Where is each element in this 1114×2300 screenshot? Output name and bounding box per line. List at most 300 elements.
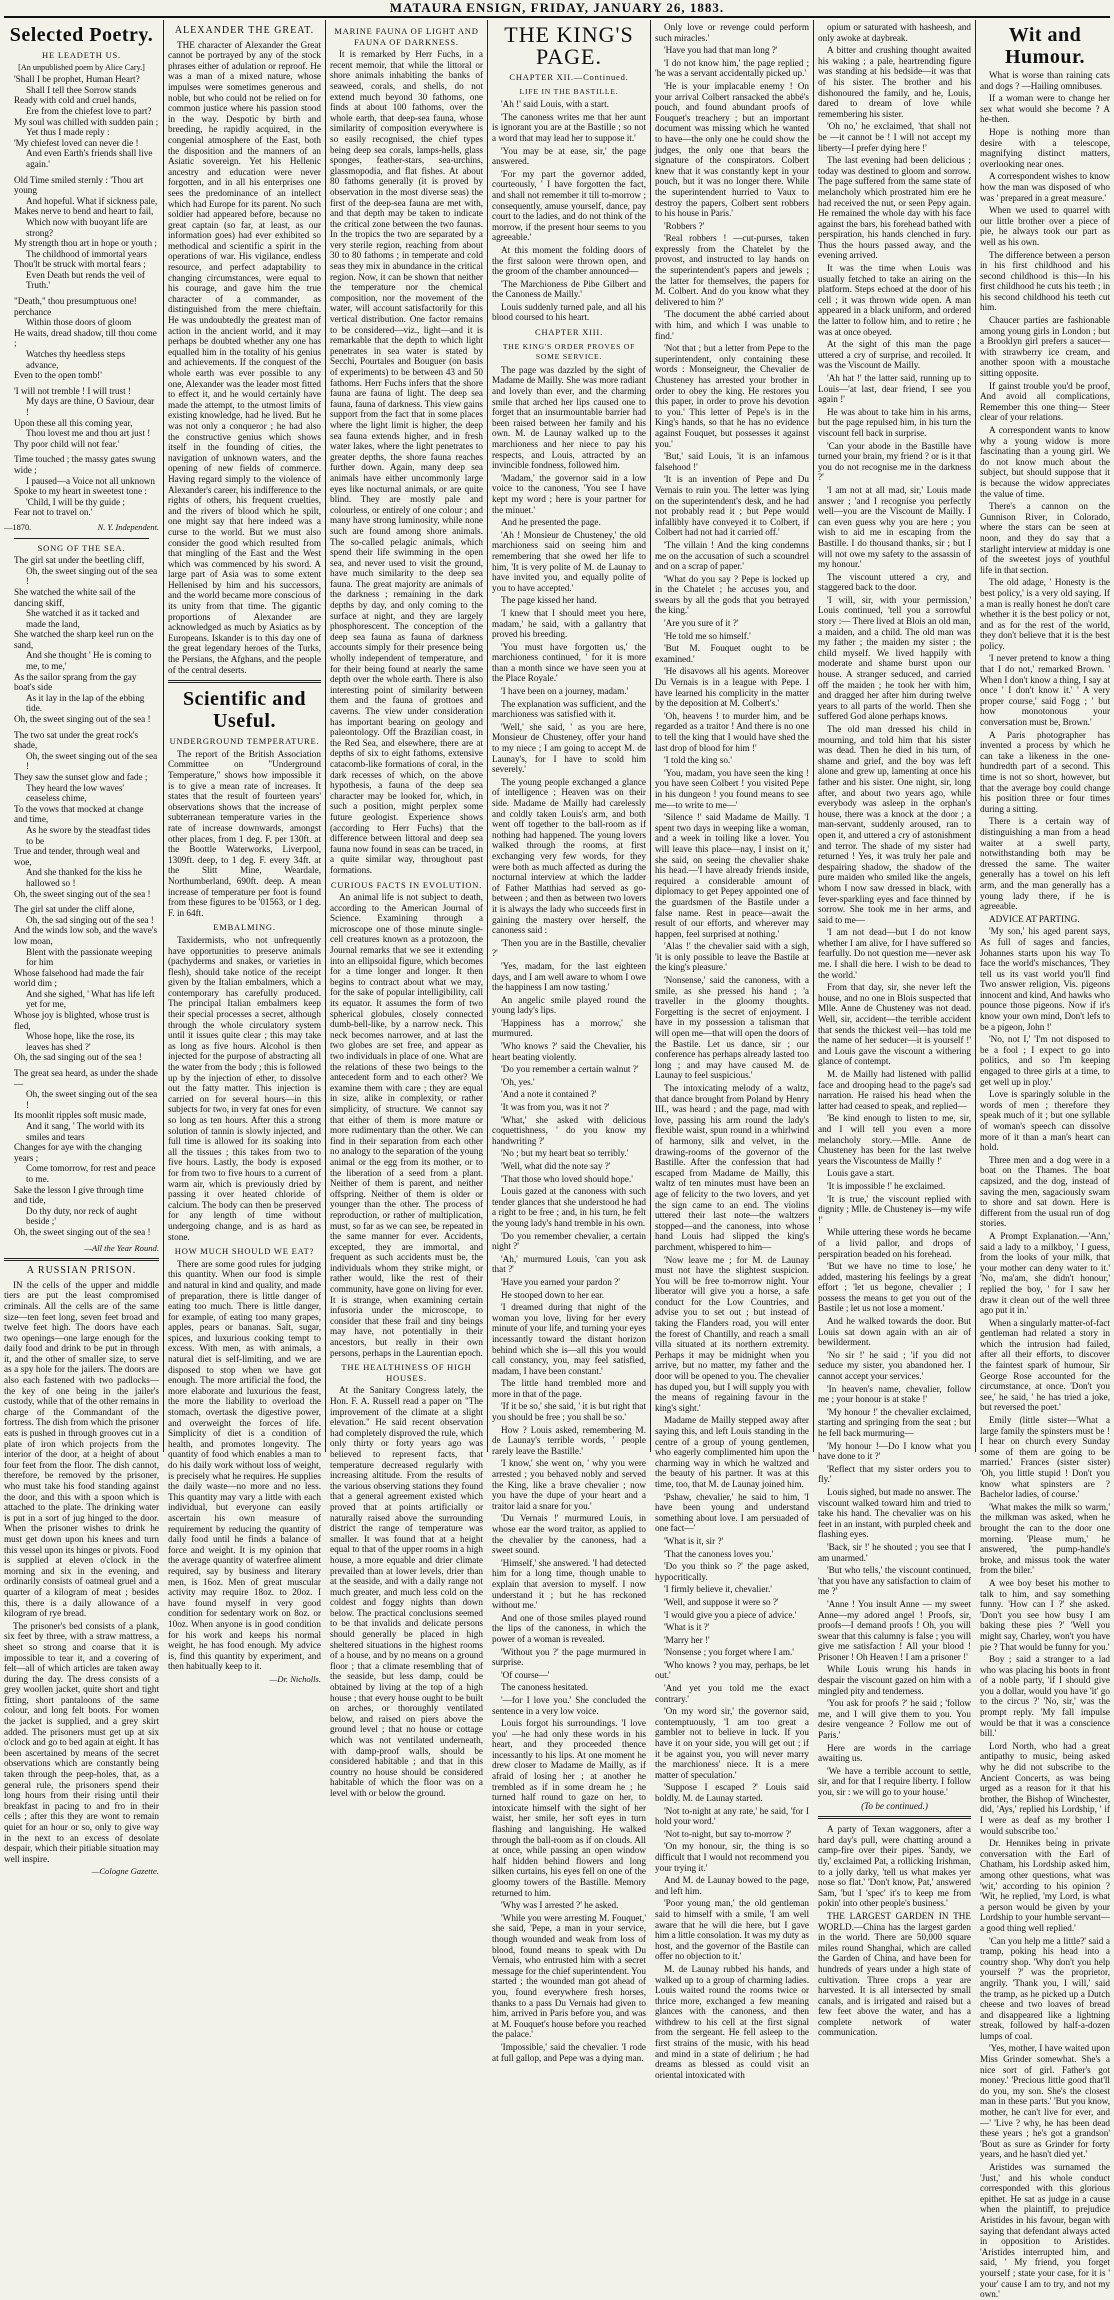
- paragraph: 'What,' she asked with delicious coquettishness, ' do you know my handwriting ?': [492, 1114, 646, 1146]
- verse-line: I paused—a Voice not all unknown: [26, 475, 156, 486]
- verse-line: Ready with cold and cruel hands,: [14, 95, 137, 106]
- paragraph: 'That those who loved should hope.': [501, 1173, 633, 1184]
- paragraph: 'Himself,' she answered. 'I had detected him for a long time, though unable to explain that aversion to myself. I now understand it ; but he has reckoned without me.': [492, 1557, 646, 1611]
- verse-line: Blent with the passionate weeping for him: [26, 946, 153, 968]
- verse-line: Oh, the sweet singing out of the sea !: [26, 750, 158, 772]
- column-2: [168, 22, 321, 1684]
- paragraph: 'And yet you told me the exact contrary.': [655, 1683, 809, 1704]
- paragraph: M. de Launay rubbed his hands, and walked up to a group of charming ladies. Louis waited round the rooms twice or thrice more, exchanged a few meaning glances with the canoness, and then withdrew to his cell at the first signal from the sergeant. He fell asleep to the first strains of the music, with his head and mind in a state of delirium ; he had dreams as blessed as could visit an oriental intoxicated with: [655, 1963, 809, 2080]
- paragraph: 'Well, and suppose it were so ?': [664, 1596, 779, 1607]
- verse-line: Changes for aye with the changing years ;: [14, 1142, 142, 1163]
- paragraph: The report of the British Association Committee on "Underground Temperature," shows how impossible it is to give a mean rate of increases. It states that the result of fourteen years' observations shows that the increase of subterranean temperature varies in the rate of increase downwards, amongst other places, from 1 deg. F. per 130ft. at the Boottle Waterworks, Liverpool, 1309ft. deep, to 1 deg. F. every 34ft. at the Slitt Mine, Weardale, Northumberland, 690ft. deep. A mean increase of temperature per foot is found from these figures to be '01563, or 1 deg. F. in 64ft.: [168, 748, 321, 918]
- paragraph: 'I would give you a piece of advice.': [664, 1609, 797, 1620]
- paragraph: 'What do you say ? Pepe is locked up in the Chatelet ; he accuses you, and swears by all the gods that you betrayed the king.': [655, 573, 809, 616]
- paragraph: 'That the canoness loves you.': [664, 1548, 774, 1559]
- paragraph: 'Reflect that my sister orders you to fly.': [818, 1463, 971, 1485]
- column-4: [492, 22, 646, 2063]
- paragraph: An angelic smile played round the young lady's lips.: [492, 994, 646, 1016]
- paragraph: 'We have a terrible account to settle, sir, and for that I require liberty. I follow you, sir : we will go to your house.': [818, 1765, 971, 1797]
- paragraph: 'Poor young man,' the old gentleman said to himself with a smile, 'I am well aware that he will die here, but I gave him a little consolation. It was my duty as host, and the governor of the Bastile can offer no objection to it.': [655, 1898, 809, 1962]
- verse-line: 'Shall I be prophet, Human Heart?: [14, 74, 140, 85]
- paragraph: 'Have you had that man long ?': [664, 45, 778, 56]
- story-body: [492, 365, 646, 2063]
- paragraph: 'Nonsense ; you forget where I am.': [664, 1647, 794, 1658]
- paragraph: Emily (little sister—'What a large family the spinsters must be ! I hear on church every Sunday some of them are going to be married.' Frances (sister sister) 'Oh, you little stupid ! Don't you know what spinsters are ? Bachelor ladies, of course.': [980, 1415, 1110, 1500]
- column-rule: [813, 20, 814, 1452]
- paragraph: He was about to take him in his arms, but the page repulsed him, in his turn the viscount fell back in surprise.: [818, 406, 971, 438]
- paragraph: 'But,' said Louis, 'it is an infamous falsehood !': [655, 451, 809, 472]
- paragraph: 'If it be so,' she said, ' it is but right that you should be free ; you shall be so.': [492, 1401, 646, 1423]
- verse-line: 'I will not tremble ! I will trust !: [14, 385, 131, 396]
- paragraph: 'While you were arresting M. Fouquet,' she said, 'Pepe, a man in your service, though wounded and weak from loss of blood, found means to speak with Du Vernais, who entrusted him with a secret message for the chief superintendent. You started ; the wounded man got ahead of you, found everywhere fresh horses, thanks to a pass Du Vernais had given to him, arrived in Paris before you, and was at M. Fouquet's house before you reached the palace.': [492, 1912, 646, 2040]
- divider: [168, 680, 321, 683]
- paragraph: 'Du Vernais !' murmured Louis, in whose ear the word traitor, as applied to the chevalier by the canoness, had a sweet sound.: [492, 1513, 646, 1556]
- verse-line: Upon these all this coming year,: [14, 417, 133, 428]
- paragraph: 'It is true,' the viscount replied with dignity ; Mlle. de Chusteney is—my wife !': [818, 1193, 971, 1225]
- verse-line: Oh, the sweet singing out of the sea !: [14, 888, 151, 899]
- paragraph: When a singularly matter-of-fact gentleman had related a story in which the intrusion had failed, after all their efforts, to discover the faintest spark of humour, Sir George Rose accounted for the circumstance, at once. 'Don't you see,' he said, ' he has tried a joke, but reversed the poet.': [980, 1317, 1110, 1413]
- article-body: [4, 1280, 159, 1865]
- paragraph: 'Who knows ? you may, perhaps, be let out.': [655, 1659, 809, 1681]
- paragraph: At the sight of this man the page uttered a cry of surprise, and recoiled. It was the Viscount de Mailly.: [818, 339, 971, 371]
- paragraph: 'Marry her !': [664, 1634, 710, 1645]
- paragraph: '—for I love you.' She concluded the sentence in a very low voice.: [492, 1694, 646, 1716]
- article-source: —Cologne Gazette.: [91, 1866, 159, 1877]
- column-7: [980, 22, 1110, 2300]
- paragraph: 'I have been on a journey, madam.': [501, 686, 629, 697]
- stanza: [4, 904, 159, 1063]
- poem-body: [4, 74, 159, 518]
- verse-line: Makes nerve to bend and heart to fail,: [14, 206, 154, 217]
- verse-line: And the winds low sob, and the wave's low moan,: [14, 925, 158, 946]
- subhead: THE KING'S ORDER PROVES OF SOME SERVICE.: [502, 341, 636, 362]
- paragraph: opium or saturated with hasheesh, and only awoke at daybreak.: [818, 22, 971, 43]
- paragraph: 'Can your abode in the Bastille have turned your brain, my friend ? or is it that you do not recognise me in the darkness ?': [818, 440, 971, 483]
- paragraph: 'The document the abbé carried about with him, and which I was unable to find.': [655, 309, 809, 341]
- poem-title: SONG OF THE SEA.: [37, 542, 126, 553]
- stanza: [4, 175, 159, 292]
- paragraph: The old adage, ' Honesty is the best policy,' is a very old saying. If a man is really honest he don't care whether it is the best policy or not, and as for the rest of the world, they don't believe that it is the best policy.: [980, 577, 1110, 651]
- paragraph: The canoness hesitated.: [501, 1682, 588, 1693]
- paragraph: The page kissed her hand.: [501, 595, 597, 606]
- paragraph: 'On my word sir,' the governor said, contemptuously, 'I am too great a gambler not to believe in luck. If you have it on your side, you will get out ; if it be against you, you will never marry the marchioness' niece. It is a mere matter of speculation.': [655, 1706, 809, 1780]
- paragraph: 'Ah ! Monsieur de Chusteney,' the old marchioness said on seeing him and remembering that she owed her life to him, 'It is very polite of M. de Launay to have invited you, and equally polite of you to have accepted.': [492, 529, 646, 593]
- subhead: UNDERGROUND TEMPERATURE.: [169, 736, 320, 747]
- verse-line: "Death," thou presumptuous one! perchance: [14, 296, 137, 317]
- divider: [14, 538, 149, 539]
- paragraph: 'Do you remember chevalier, a certain night ?': [492, 1230, 646, 1252]
- paragraph: 'Robbers ?': [664, 220, 705, 231]
- paragraph: 'Impossible,' said the chevalier. 'I rode at full gallop, and Pepe was a dying man.: [492, 2041, 646, 2063]
- verse-line: My days are thine, O Saviour, dear !: [26, 396, 155, 417]
- verse-line: Thou lovest me and thou art just !: [26, 428, 151, 439]
- column-rule: [650, 20, 651, 1452]
- paragraph: Louis suddenly turned pale, and all his blood coursed to his heart.: [492, 301, 646, 323]
- paragraph: 'You, madam, you have seen the king ! you have seen Colbert ! you visited Pepe in his dungeon ! you found means to see me—to write to me—': [655, 767, 809, 810]
- paragraph: IN the cells of the upper and middle tiers are put the least compromised criminals. All the cells are of the same size—ten feet long, seven feet broad and twelve feet high. The doors have each two openings—one large enough for the daily food and drink to be put in through it, and the other of smaller size, to serve as a spy hole for the jailers. The doors are also each fastened with two padlocks—the key of one being in the jailer's custody, while that of the other remains in charge of the Commandant of the fortress. The dish from which the prisoner eats is pushed in through grooves cut in a plate of iron which projects from the interior of the door, at a height of about four feet from the floor. The dish cannot, therefore, be removed by the prisoner, who must take his food standing against the door, and this with a spoon which is attached to the plate. The drinking water is put in a sort of jug hinged to the door. When the prisoner wishes to drink he must get down upon his knees and turn this vessel upon its hinges or pivots. Food is supplied at eleven o'clock in the morning and six in the evening, and ordinarily consists of oatmeal gruel and a quarter of a kilogram of meat ; besides this, there is a daily allowance of a kilogram of rye bread.: [4, 1279, 159, 1619]
- paragraph: 'No, not I,' 'I'm not disposed to be a fool ; I expect to go into politics, and so I'm keeping engaged to three girls at a time, to get well up in ploy.': [980, 1034, 1110, 1087]
- paragraph: 'Then you are in the Bastille, chevalier ?': [492, 937, 646, 959]
- paragraph: Boy ; said a stranger to a lad who was placing his boots in front of a noble party, 'if I should give you a dollar, would you have 'it' go to the circus ?' 'No, sir,' was the prompt reply. 'My fall impulse would be that it was a conscience bill.': [980, 1654, 1110, 1739]
- paragraph: If a woman were to change her sex what would she become ? A he-then.: [980, 93, 1110, 125]
- paragraph: Lord North, who had a great antipathy to music, being asked why he did not subscribe to the Ancient Concerts, as was being urged as a reason for it that his brother, the Bishop of Winchester, did, 'Ays,' replied his Lordship, ' if I were as deaf as my brother I would subscribe too.': [980, 1740, 1110, 1836]
- paragraph: At the Sanitary Congress lately, the Hon. F. A. Russell read a paper on "The improvement of the climate at a slight elevation." He said recent observation had completely disproved the rule, which only thirty or forty years ago was believed to represent facts, that temperature decreased regularly with increasing altitude. From the results of the various observing stations they found that a general agreement existed which proved that at points artificially or naturally raised above the surrounding district the range of temperature was smaller. It was found that at a height equal to that of the upper rooms in a high house, a more equable and drier climate prevailed than at lower levels, drier than at the seaside, and with a daily range not much greater, and much less cold on the coldest and foggy nights than down below. The practical conclusions seemed to be that invalids and delicate persons should generally be placed in high sheltered situations in the highest rooms of a house, and by no means on a ground floor ; that a climate resembling that of the seaside, but less damp, could be obtained by living at the top of a high house ; that every house ought to be built on arches, or thoroughly ventilated below, and raised on piers above the ground level ; that no house or cottage which was not ventilated underneath, with damp-proof walls, should be considered habitable ; and that in this country no house should be considered habitable of which the floor was on a level with or below the ground.: [330, 1385, 483, 1798]
- paragraph: Dr. Hennikes being in private conversation with the Earl of Chatham, his Lordship asked him, among other questions, what was 'wit,' according to his opinion ? 'Wit, he replied, 'my Lord, is what a person would be given by your Lordship to your humble servant—a good thing well replied.': [980, 1838, 1110, 1933]
- paragraph: 'I knew that I should meet you here, madam,' he said, with a gallantry that proved his breeding.: [492, 607, 646, 640]
- paragraph: A bitter and crushing thought awaited his waking ; a pale, heartrending figure was standing at his bedside—it was that of his sister. The brother and his dishonoured the family, and he, Louis, dared to dream of love while remembering his sister.: [818, 45, 971, 119]
- verse-line: Time touched ; the massy gates swung wide ;: [14, 454, 156, 475]
- subhead: EMBALMING.: [213, 922, 276, 933]
- subhead: HOW MUCH SHOULD WE EAT?: [174, 1246, 315, 1257]
- paragraph: Love is sparingly soluble in the words of men ; therefore they speak much of it ; but one syllable of woman's speech can dissolve more of it than a man's heart can hold.: [980, 1089, 1110, 1153]
- verse-line: Spoke to my heart in sweetest tone :: [14, 486, 147, 497]
- masthead-rule: [4, 16, 1110, 18]
- paragraph: 'The villain ! And the king condemns me on the accusation of such a scoundrel and on a scrap of paper.': [655, 539, 809, 572]
- paragraph: A correspondent wishes to know how the man was disposed of who was ' prepared in a great measure.': [980, 171, 1110, 203]
- paragraph: At this moment the folding doors of the first saloon were thrown open, and the groom of the chamber announced—: [492, 244, 646, 277]
- paragraph: 'Not to-night, but say to-morrow ?': [664, 1828, 792, 1839]
- verse-line: She watched the white sail of the dancing skiff,: [14, 586, 136, 608]
- stanza: [4, 555, 159, 725]
- paragraph: 'It is an invention of Pepe and Du Vernais to ruin you. The letter was lying on the superintendent's desk, and he had not probably read it ; but Pepe would infallibly have conveyed it to Colbert, if Colbert had not had it carried off.': [655, 474, 809, 538]
- paragraph: 'Real robbers ! —cut-purses, taken expressly from the Chatelet by the provost, and instructed to lay hands on the superintendent's papers and jewels ; the latter for themselves, the papers for M. Colbert. And do you know what they delivered to him ?': [655, 233, 809, 307]
- paragraph: And he presented the page.: [501, 517, 601, 528]
- verse-line: She watched the sharp keel run on the sand,: [14, 629, 154, 650]
- verse-line: And she sighed, ' What has life left yet for me,: [26, 988, 155, 1010]
- story-body: [818, 22, 971, 1798]
- paragraph: A Paris photographer has invented a process by which he can take a likeness in the one-hundredth part of a second. This time is not so short, however, but that the average boy could change his position three or four times during a sitting.: [980, 729, 1110, 814]
- paragraph: 'He told me so himself.': [664, 630, 751, 641]
- paragraph: M. de Mailly had listened with pallid face and drooping head to the page's sad narration. He raised his head when the latter had ceased to speak, and replied—: [818, 1069, 971, 1111]
- story-title: THE KING'S PAGE.: [504, 22, 634, 69]
- paragraph: 'Do you think so ?' the page asked, hypocritically.: [655, 1561, 809, 1582]
- verse-line: Come tomorrow, for rest and peace to me.: [26, 1163, 156, 1184]
- paragraph: 'He is your implacable enemy ! On your arrival Colbert ransacked the abbé's pouch, and found abundant proofs of Fouquet's treachery ; but an important document was missing which he wanted to have—the only one he could show the judges, the only one that bears the signature of the conspirators. Colbert knew that it was constantly kept in your pouch, but it was no longer there. While the superintendent hurried to Vaux to destroy the papers, Colbert sent robbers to his house in Paris.': [655, 80, 809, 219]
- paragraph: From that day, sir, she never left the house, and no one in Blois suspected that Mlle. Anne de Chusteney was not dead. Well, sir, accident—the terrible accident that sends the thickest veil—has told me the name of her seducer—it is yourself !' and Louis gave the viscount a withering glance of contempt.: [818, 982, 971, 1067]
- paragraph: When we used to quarrel with our little brother over a piece of pie, he always took our part as well as his own.: [980, 205, 1110, 247]
- section-title-science: Scientific and Useful.: [182, 688, 307, 733]
- paragraph: 'Nonsense,' said the canoness, with a smile, as she pressed his hand ; 'a traveller in the gloomy thoughts. Forgetting is the secret of enjoyment. I have in my possession a talisman that will open me—that will open the doors of the Bastile. Let us dance, sir ; our conference has perhaps already lasted too long ; and may have caused M. de Launay to feel suspicious.': [655, 975, 809, 1081]
- verse-line: Shall I tell thee Sorrow stands: [26, 84, 137, 95]
- verse-line: Which now with buoyant life are strong?: [26, 216, 148, 238]
- paragraph: 'No ; but my heart beat so terribly.': [501, 1148, 629, 1159]
- paragraph: Louis gazed at the canoness with such tender glances that she understood he had a right to be free ; and, in his turn, he felt the young lady's hand tremble in his own.: [492, 1186, 646, 1228]
- paragraph: 'And a note it contained ?': [501, 1089, 597, 1100]
- paragraph: 'Not to-night at any rate,' he said, 'for I hold your word.': [655, 1805, 809, 1827]
- paragraph: 'Oh no,' he exclaimed, 'that shall not be —it cannot be ! I will not accept my liberty—I prefer dying here !': [818, 121, 971, 153]
- verse-line: 'My chiefest loved can never die !: [14, 137, 139, 148]
- paragraph: 'For my part the governor added, courteously, ' I have forgotten the fact, and shall not remember it till to-morrow ; consequently, amuse yourself, dance, pay court to the ladies, and do not think of the morrow, if the present hour seems to you agreeable.': [492, 168, 646, 243]
- paragraph: 'Who knows ?' said the Chevalier, his heart beating violently.: [492, 1041, 646, 1062]
- paragraph: Chaucer parties are fashionable among young girls in London ; but a Brooklyn girl prefers a saucer—with strawberry ice cream, and another spoon with a moustache sitting opposite.: [980, 315, 1110, 379]
- paragraph: An animal life is not subject to death, according to the American Journal of Science. Examining through a microscope one of those minute single-cell creatures known as a protozoon, the Journal remarks that we see it extending into an ellipsoidal figure, which becomes for a time longer and longer. It then begins to contract about what we may, for the sake of popular intelligibility, call its equator. It assumes the form of two spherical globules, closely connected dumb-bell-like, by a narrow neck. This neck becomes narrower, and at last the two globes are set free, and appear as two individuals in place of one. What are the relations of these two beings to the antecedent form and to each other? We examine them with care ; they are equal in size, alike in complexity, or rather simplicity, of structure. We cannot say that either of them is more mature or more rudimentary than the other. We can find in their separation from each other no analogy to the separation of the young animal or the egg from its mother, or to the liberation of a seed from a plant. Neither of them is parent, and neither offspring. Neither of them is older or younger than the other. The process of reproduction, or rather of multiplication, must, so far as we can see, be repeated in the same manner for ever. Accidents, excepted, they are immortal, and frequent as such accidents must be, the individuals whom they strike might, or rather would, like the rest of their community, have gone on living for ever. It is strange, when examining certain infusoria under the microscope, to consider that these frail and tiny beings may have, not potentially in their ancestors, but really in their own persons, perhaps in the Laurentian epoch.: [330, 892, 483, 1358]
- paragraph: The last evening had been delicious ; today was destined to gloom and sorrow. The page suffered from the same state of melancholy which prostrated him ere he had received the nut, or seen Pepy again. He remained the whole day with his face against the bars, his forehead bathed with perspiration, his hands clenched in fury. Thus the hours passed away, and the evening arrived.: [818, 155, 971, 261]
- paragraph: 'You must have forgotten us,' the marchioness continued, ' for it is more than a month since we have seen you at the Place Royale.': [492, 641, 646, 684]
- poem-footer: [4, 523, 159, 534]
- paragraph: 'Have you earned your pardon ?': [501, 1276, 620, 1287]
- paragraph: Aristides was surnamed the 'Just,' and his whole conduct corresponded with this glorious epithet. He sat as judge in a cause when the plaintiff, to prejudice Aristides in his favour, began with saying that defendant always acted in opposition to Aristides. 'Aristides interrupted him, and said, ' My friend, you forget yourself ; state your case, for it is ' your' cause I am to try, and not my own.': [980, 2162, 1110, 2300]
- paragraph: There are some good rules for judging this quantity. When our food is simple and natural in kind and quality, and made of preparation, there is little danger of eating too much. There is little danger, for example, of eating too many grapes, apples, pears or bananas. Salt, sugar, spices, and luxurious cooking tempt to excess. With men, as with animals, a natural diet is self-limiting, and we are disposed to stop when we have got enough. The more artificial the food, the more elaborate and luxurious the feast, the more the liability to overload the stomach, overtask the digestive power, and overweight the forces of life. Simplicity of diet is a condition of health, and promotes longevity. The quantity of food which enables a man to do his daily work without loss of weight, is precisely what he requires. He supplies the daily waste—no more and no less. This quantity may vary a little with each individual, but everyone can easily ascertain his own measure of requirement by reducing the quantity of daily food until he finds a balance of force and weight. It is my opinion that the average quantity of waterfree aliment required, say by business and literary men, is 16oz. Men of great muscular activity may require 18oz. to 20oz. I have found myself in very good condition for sedentary work on 8oz. or 10oz. When anyone is in good condition for his work and keeps his normal weight, he has food enough. My advice is, find this quantity by experiment, and then habitually keep to it.: [168, 1258, 321, 1672]
- paragraph: 'Oh, yes.': [501, 1076, 535, 1087]
- paragraph: 'But M. Fouquet ought to be examined.': [655, 643, 809, 664]
- verse-line: Watches thy heedless steps advance,: [26, 349, 126, 370]
- paragraph: The intoxicating melody of a waltz, that dance brought from Poland by Henry III., was heard ; and the page, mad with love, passing his arm round the lady's flexible waist, spun round in a whirlwind of harmony, silk and velvet, in the drawing-rooms of the governor of the Bastille. After the confession that had escaped from Madame de Mailly, this waltz of ten minutes must have been an age of felicity to the two lovers, and yet the sign came to an end. The violins uttered their last note—the waltzers stopped—and the canoness, into whose hand Louis had slipped the king's parchment, whispered to him—: [655, 1083, 809, 1252]
- article-title: A RUSSIAN PRISON.: [26, 1265, 137, 1277]
- subhead: THE HEALTHINESS OF HIGH HOUSES.: [341, 1362, 472, 1383]
- paragraph: 'Silence !' said Madame de Mailly. 'I spent two days in weeping like a woman, and a week in toiling like a lover. You will leave this place—nay, I insist on it,' she said, on seeing the chevalier shake his head.—'I have already friends inside, required a considerable amount of diplomacy to get Pepey appointed one of the guardsmen of the Bastile under a false name. Rest in peace—await the result of our efforts, and wherever may happen, feel surprised at nothing.': [655, 812, 809, 939]
- paragraph: 'In heaven's name, chevalier, follow me ; your honour is at stake !': [818, 1383, 971, 1405]
- verse-line: Even Death but rends the veil of Truth.': [26, 269, 145, 291]
- paragraph: 'Not that ; but a letter from Pepe to the superintendent, only containing these words : Monseigneur, the Chevalier de Chusteney has arrested your brother in order to obey the king. He restores you this paper, in order to prove his devotion to you.' This letter of Pepe's is in the King's hands, so that he has no evidence against Fouquet, but possesses it against you.': [655, 343, 809, 449]
- paragraph: While Louis wrung his hands in despair the viscount gazed on him with a mingled pity and tenderness.: [818, 1664, 971, 1696]
- paragraph: THE character of Alexander the Great cannot be portrayed by any of the stock phrases either of adulation or reproof. He was a man of a mixed nature, whose impulses were sometimes generous and noble, but who could not be relied on for common justice where his passion stood in the way. Despotic by birth and breeding, he rapidly acquired, in the congenial atmosphere of the East, both the disposition and the manners of an Asiatic sovereign. Yet his Hellenic ancestry and education were never forgotten, and in all his enterprises one sees the predominance of an intellect which had Europe for its parent. No such soldier had appeared before, because no great captain (so far, at least, as our information goes) had ever exhibited so methodical and scientific a spirit in the operations of war. His vigilance, endless resource, and perfect adaptability to changing circumstances, were equal to his courage, and gave him the true character of a commander, as distinguished from the mere chieftain. He was undoubtedly the greatest man of action in the ancient world, and it may perhaps be doubted whether any one has equalled him in the totality of his genius and achievements. If the conquest of the whole earth was ever possible to any one, Alexander was the leader most fitted to effect it, and he would certainly have made the attempt, to the utmost limits of existing knowledge, had he lived. But he was not only a conqueror ; he had also the constructive genius which shows itself in the founding of cities, the navigation of unknown waters, and the opening of new fields of commerce. Having regard simply to the violence of Alexander's career, his indifference to the rights of others, his frequent cruelties, and the rivers of blood which he spilt, one might say that here indeed was a curse to the world. But we must also consider the good which resulted from that mingling of the East and the West which was commenced by his sword. A large part of Asia was to some extent Hellenised by him and his successors, and the world became more conscious of its unity from that time. The gigantic proportions of Alexander are acknowledged as much by Asiatics as by Europeans. Iskander is to this day one of the great legendary heroes of the Turks, the Persians, the Afghans, and the people of the central deserts.: [168, 39, 321, 675]
- paragraph: 'What makes the milk so warm,' the milkman was asked, when he brought the can to the door one morning. 'Please mum,' he answered, 'the pump-handle's broke, and missus took the water from the biler.': [980, 1501, 1110, 1576]
- verse-line: Oh, the sweet singing out of the sea !: [14, 714, 151, 725]
- paragraph: 'Can you help me a little?' said a tramp, poking his head into a country shop. 'Why don't you help yourself ?' was the proprietor, angrily. 'Thank you, I will,' said the tramp, as he picked up a Dutch cheese and two loaves of bread and disappeared like a lightning streak, followed by half-a-dozen lumps of coal.: [980, 1935, 1110, 2041]
- story-body: [655, 22, 809, 2080]
- paragraph: A correspondent wants to know why a young widow is more fascinating than a young girl. We do not know much about the subject, but should suppose that it is because the widow appreciates the value of time.: [980, 425, 1110, 499]
- masthead: MATAURA ENSIGN, FRIDAY, JANUARY 26, 1883.: [389, 0, 725, 15]
- paragraph: 'My son,' his aged parent says, As full of sages and fancies, Johannes starts upon his way To face the world's mischances, 'They tell us its vast world you'll find Two answer religion, Vis. pigeons innocent and kind, And hawks who pounce those pigeons. Now if it's know your own mind, Don't lefs to be a pigeon, John !': [980, 926, 1110, 1032]
- verse-line: Whose joy is blighted, whose trust is fled,: [14, 1010, 150, 1031]
- subhead: CURIOUS FACTS IN EVOLUTION.: [330, 879, 483, 890]
- paragraph: 'Well,' she said, ' as you are here, Monsieur de Chusteney, offer your hand to my niece ; I am going to accept M. de Launay's, for I have to scold him severely.': [492, 721, 646, 775]
- poem-source: —All the Year Round.: [84, 1242, 159, 1253]
- column-rule: [163, 20, 164, 1452]
- verse-line: Oh, the sweet singing out of the sea !: [26, 565, 158, 587]
- paragraph: 'What is it, sir ?': [664, 1535, 724, 1546]
- paragraph: There is a certain way of distinguishing a man from a head waiter at a swell party, notwithstanding both may be dressed the same. The waiter generally has a towel on his left arm, and the man generally has a young lady there, if he is agreeable.: [980, 816, 1110, 912]
- verse-line: Oh, the sad singing out of the sea !: [14, 1052, 142, 1063]
- paragraph: It is remarked by Herr Fuchs, in a recent memoir, that while the littoral or shore animals inhabiting the banks of seaweed, corals, and shells, do not extend much beyond 30 fathoms, one finds at about 100 fathoms, over the whole earth, that deep-sea fauna, whose similarity of composition everywhere is so easily recognised, the chief types being deep sea corals, lamps-hells, glass sponges, feather-stars, sea-urchins, glassmopodia, and flat fishes. At about 80 fathoms generally (it is proved by observation in the most diverse seas) the first of the deep-sea fauna are met with, and that depth may be taken to indicate the critical zone between the two faunas. In the tropics the two are separated by a very sterile region, reaching from about 30 to 80 fathoms ; in temperate and cold seas they mix in abundance in the critical region. Now, it can be shown that neither the temperature nor the chemical composition, nor the movement of the water, will account satisfactorily for this vertical distribution. One factor remains to be considered—viz., light—and it is remarkable that the depth to which light penetrates in sea water is stated by Secchi, Pourtales and Bouguer (on basis of experiments) to be between 43 and 50 fathoms. Herr Fuchs infers that the shore fauna are fauna of light. The deep sea fauna, fauna of darkness. This view gains support from the fact that in some places where the light limit is higher, the deep sea fauna extends higher, and in fresh water lakes, where the light penetrates to greater depths, the shore fauna reaches further down. Again, many deep sea animals have either uncommonly large eyes like nocturnal animals, or are quite blind. They are mostly pale and colourless, or entirely of one colour ; and many have strong luminosity, while none such are found among shore animals. The so-called pelagic animals, which spend their life swimming in the open sea, and never used to visit the ground, have much similarity to the deep sea fauna. The great majority are animals of the darkness ; remaining in the dark depths by day, and only coming to the surface at night, and they are largely phosphorescent. The conception of the deep sea fauna as fauna of darkness accounts simply for their presence being wholly independent of temperature, and for their being found at nearly the same depth over the whole earth. There is also interesting point of similarity between them and the fauna of grottoes and caverns. The view under consideration has important bearing on geology and paleontology. Off the Brazilian coast, in the Red Sea, and elsewhere, there are at depths of six to eight fathoms, extensive catacomb-like formations of coral, in the dark recesses of which, on the above hypothesis, a fauna of the deep sea character may be looked for, which, in such a position, might perplex some future geologist. Experience shows (according to Herr Fuchs) that the difference between littoral and deep sea fauna now found in seas can be traced, in a quite similar way, throughout past formations.: [330, 49, 483, 875]
- paragraph: And he walked towards the door. But Louis sat down again with an air of bewilderment.: [818, 1316, 971, 1348]
- verse-line: They heard the low waves' ceaseless chime,: [26, 782, 125, 804]
- paragraph: A party of Texan waggoners, after a hard day's pull, were chatting around a camp-fire over their pipes. 'Sandy, we tly,' exclaimed Pat, a rollicking Irishman, to a jolly darky, 'tell us what makes yer nose so flat.' 'Don't know, Pat,' answered Sam, 'but I 'spec' it's to keep me from pokin' into other people's business.': [818, 1824, 971, 1909]
- paragraph: 'I dreamed during that night of the woman you love, living for her every minute of your life, and turning your eyes incessantly toward the distant horizon behind which she is—all this you would call constancy, you, may feel satisfied, madam, I have been constant.': [492, 1302, 646, 1376]
- paragraph: Hope is nothing more than desire with a telescope, magnifying distinct matters, overlooking near ones.: [980, 126, 1110, 169]
- paragraph: Here are words in the carriage awaiting us.: [818, 1742, 971, 1764]
- paragraph: 'Ah,' murmured Louis, 'can you ask that ?': [492, 1253, 646, 1275]
- paragraph: He stooped down to her ear.: [501, 1289, 605, 1300]
- paragraph: Taxidermists, who not unfrequently have opportunities to preserve animals (pachyderms and snakes, or varieties in flesh), should take notice of the receipt given by the Italian embalmers, which a contemporary has carefully produced. The principal Italian embalmers keep their special processes a secret, although through the whole circulatory system until it issues quite clear ; this may take as long as five hours. Alcohol is then injected for the purpose of abstracting all the water from the body ; this is followed up by the injection of ether, to dissolve out the fatty matter. This injection is carried on for several hours—in this subjects for two, in very fat ones for even so long as ten hours. After this a strong solution of tannin is slowly injected, and full time is allowed for its soaking into all the tissues ; this takes from two to five hours. Lastly, the body is exposed for from two to five hours to a current of warm air, which is previously dried by passing it over heated chloride of calcium. The body can then be preserved for any length of time without undergoing change, and is as hard as stone.: [168, 934, 321, 1242]
- paragraph: 'I do not know him,' the page replied ; 'he was a servant accidentally picked up.': [655, 57, 809, 79]
- verse-line: Within those doors of gloom: [26, 317, 132, 328]
- verse-line: Do thy duty, nor reck of aught beside ;': [26, 1205, 137, 1227]
- verse-line: To the vows that mocked at change and time,: [14, 803, 144, 825]
- column-3: [330, 22, 483, 1798]
- paragraph: While uttering these words he became of a livid pallor, and drops of perspiration beaded on his forehead.: [818, 1227, 971, 1259]
- paragraph: The prisoner's bed consists of a plank, six feet by three, with a straw mattress, a sheet so strong and coarse that it is impossible to tear it, and a covering of felt—all of which articles are taken away during the day. The dress consists of a grey woollen jacket, quite short and tight fitting, short pantaloons of the same colour, and long felt boots. For women the jacket is supplied, and a grey skirt added. The prisoners must get up at six o'clock and go to bed again at eight. It has been ascertained by means of the secret observations which are constantly being taken through the peep-holes, that, as a general rule, the prisoners spend their long hours from their rising until their breakfast in pacing to and fro in their cells ; after this they are wont to remain quiet for an hour or so, only to give way in the next to an excess of desolate despair, which their pitiable situation may well inspire.: [4, 1620, 159, 1864]
- paragraph: 'I know,' she went on, ' why you were arrested ; you behaved nobly and served the King, like a brave chevalier ; now you have the dupe of your heart and a traitor laid a snare for you.': [492, 1458, 646, 1511]
- paragraph: 'You ask for proofs ?' he said ; 'follow me, and I will give them to you. You desire vengeance ? Follow me out of Paris.': [818, 1698, 971, 1741]
- paragraph: The page was dazzled by the sight of Madame de Mailly. She was more radiant and lovely than ever, and the charming smile that arched her lips caused one to forget that an insurmountable barrier had been raised between her family and his own. M. de Launay walked up to the marchioness and her niece to pay his respects, and Louis, attracted by an invincible fondness, followed him.: [492, 364, 646, 471]
- poem-title: HE LEADETH US.: [42, 50, 121, 60]
- column-5: [655, 22, 809, 2080]
- paragraph: It was the time when Louis was usually fetched to take an airing on the platform. Steps echoed at the door of his cell ; it was thrown wide open. A man appeared in a black uniform, and ordered the latter to follow him, and to retire ; he was at once obeyed.: [818, 263, 971, 337]
- paragraph: And one of those smiles played round the lips of the canoness, in which the power of a woman is revealed.: [492, 1612, 646, 1644]
- article-body: [168, 40, 321, 676]
- paragraph: Louis sighed, but made no answer. The viscount walked toward him and tried to take his hand. The chevalier was on his feet in an instant, with purpled cheek and flashing eyes.: [818, 1486, 971, 1540]
- verse-line: As it lay in the lap of the ebbing tide.: [26, 692, 145, 714]
- verse-line: Whose falsehood had made the fair world dim ;: [14, 967, 144, 989]
- paragraph: Louis gave a start.: [827, 1168, 895, 1179]
- poem-year: —1870.: [4, 522, 32, 532]
- paragraph: Louis forgot his surroundings. 'I love you' —he had only these words in his heart, and they proceeded thence incessantly to his lips. At one moment he drew closer to Madame de Mailly, as if afraid of losing her ; at another he trembled as if in some dream he ; he turned half round to gaze on her, to intoxicate himself with the sight of her waist, her smile, her soft eyes in turn flashing and languishing. He walked through the ball-room as if on clouds. All at once, while passing an open window half hidden behind flowers and long silken curtains, his eyes fell on one of the gloomy towers of the Bastille. Memory returned to him.: [492, 1718, 646, 1898]
- paragraph: There's a cannon on the Gunnison River, in Colorado, where the stars can be seen at noon, and they do say that a starlight interview at midday is one of the sweetest joys of youthful life in that section.: [980, 501, 1110, 575]
- verse-line: My strength thou art in hope or youth ;: [14, 238, 157, 249]
- stanza: [4, 454, 159, 518]
- article-body: [330, 49, 483, 875]
- verse-line: Old Time smiled sternly : 'Thou art young: [14, 174, 144, 196]
- paragraph: The difference between a person in his first childhood and his second childhood is this—In his first childhood he cuts his teeth ; in his second childhood his teeth cut him.: [980, 249, 1110, 313]
- paragraph: The old man dressed his child in mourning, and told him that his sister was dead. Then he died in his turn, of shame and grief, and the boy was left alone and grew up, lamenting at once his father and his sister. One night, sir, long after, and about two years ago, while everybody was asleep in the orphan's house, there was a knock at the door ; a man-servant, suddenly aroused, ran to open it, and uttered a cry of astonishment and terror. The shade of my sister had returned ! Yes, it was truly her pale and despairing shadow, the shadow of the pure maiden who smiled like the angels, whom I now saw dressed in black, with fever-sparkling eyes and face thinned by sorrow. She took me in her arms, and said to me—: [818, 724, 971, 925]
- chapter-heading: CHAPTER XII.—Continued.: [509, 72, 629, 82]
- stanza: [4, 730, 159, 900]
- paragraph: THE LARGEST GARDEN IN THE WORLD.—China has the largest garden in the world. There are 50,000 square miles round Shanghai, which are called the Garden of China, and have been for hundreds of years under a high state of cultivation. Three crops a year are harvested. It is all intersected by small canals, and is irrigated and raised but a few feet above the water, and has a complete network of water communication.: [818, 1910, 971, 2038]
- verse-line: And it sang, ' The world with its smiles and tears: [26, 1121, 145, 1142]
- paragraph: 'I will, sir, with your permission,' Louis continued, 'tell you a sorrowful story :— There lived at Blois an old man, a maiden, and a child. The old man was my father ; the maiden my sister ; the child myself. We lived happily with moderate and shame burst upon our house. A stranger seduced, and carried off the maiden ; he took her with him, and dragged her after him during twelve years to all parts of the world. Then she suffered God alone perhaps knows.: [818, 594, 971, 722]
- paragraph: 'I firmly believe it, chevalier.': [664, 1584, 772, 1595]
- verse-line: The great sea heard, as under the shade—: [14, 1068, 158, 1089]
- wit-items: [980, 70, 1110, 2300]
- verse-line: Sake the lesson I give through time and tide,: [14, 1184, 144, 1206]
- paragraph: 'You may be at ease, sir,' the page answered.: [492, 145, 646, 167]
- verse-line: Ere from the chiefest love to part?: [26, 105, 152, 116]
- column-rule: [975, 20, 976, 1452]
- paragraph: The young people exchanged a glance of intelligence ; Heaven was on their side. Madame de Mailly had carelessly and coldly taken Louis's arm, and both went off together to the ball-room as if nothing had happened. The young lovers walked through the rooms, at first exchanging very few words, for they were both as much affected as during the nocturnal interview at which the ladder of Father Matthias had served as go-between ; and then as between two lovers it is always the lady who succeeds first in gaining the mastery over herself, the canoness said :: [492, 776, 646, 936]
- verse-line: Fear not to travel on.': [14, 507, 93, 518]
- paragraph: 'Be kind enough to listen to me, sir, and I will tell you even a more melancholy story.—Mlle. Anne de Chusteney has been for the last twelve years the Viscountess de Mailly !': [818, 1113, 971, 1166]
- verse-line: The girl sat under the beetling cliff,: [14, 555, 145, 566]
- stanza: [4, 74, 159, 169]
- divider: [818, 1816, 971, 1819]
- paragraph: 'The canoness writes me that her aunt is ignorant you are at the Bastille ; so not a word that may lead her to suppose it.': [492, 111, 646, 143]
- paragraph: 'Pshaw, chevalier,' he said to him, 'I have been young and understand something about love. I am persuaded of one fact—': [655, 1491, 809, 1534]
- verse-line: My soul was chilled with sudden pain ;: [14, 116, 159, 127]
- paragraph: 'Of course—': [501, 1669, 550, 1680]
- paragraph: 'Alas !' the chevalier said with a sigh, 'it is only possible to leave the Bastile at the king's pleasure.': [655, 941, 809, 973]
- paragraph: Three men and a dog were in a boat on the Thames. The boat capsized, and the dog, instead of saving the men, sagaciously swam to shore and sat down. Here is different from the usual run of dog stories.: [980, 1154, 1110, 1229]
- paragraph: A Prompt Explanation.—'Ann,' said a lady to a milkboy, ' I guess, from the looks of your milk, that your mother can deny water to it.' 'No, ma'am, she didn't honour,' replied the boy, ' for I saw her draw it clean out of the well three ago put it in.': [980, 1230, 1110, 1316]
- paragraph: 'Suppose I escaped ?' Louis said boldly. M. de Launay started.: [655, 1782, 809, 1803]
- paragraph: A wee boy beset his mother to talk to him, and say something funny. 'How can I ?' she asked. 'Don't you see how busy I am baking these pies ?' 'Well you might say, Charley, won't you have pie ? That would be funny for you.': [980, 1577, 1110, 1652]
- verse-line: Its moonlit ripples soft music made,: [14, 1110, 147, 1121]
- paragraph: What is worse than raining cats and dogs ? —Hailing omnibuses.: [980, 70, 1110, 91]
- paragraph: 'On my honour, sir, the thing is so difficult that I would not recommend you your trying it.': [655, 1841, 809, 1873]
- article-title: ALEXANDER THE GREAT.: [174, 25, 315, 36]
- story-body: [492, 99, 646, 323]
- paragraph: 'Madam,' the governor said in a low voice to the canoness, 'You see I have kept my word ; here is your partner for the minuet.': [492, 472, 646, 515]
- verse-line: And she thought ' He is coming to me, to me,': [26, 650, 152, 672]
- verse-line: As the sailor sprang from the gay boat's side: [14, 671, 137, 693]
- paragraph: 'Well, what did the note say ?': [501, 1161, 611, 1171]
- paragraph: 'Yes, mother, I have waited upon Miss Grinder somewhat. She's a nice sort of girl. Father's got money.' 'Precious little good that'll do you, my son. She's the closest man in these parts.' 'But you know, mother, he can't live for ever, and —' 'Live ? why, he has been dead these years ; he's got a grandson' 'Bout as sure as Grinder for forty years, and he hasn't died yet.': [980, 2043, 1110, 2160]
- verse-line: Oh, the sweet singing out of the sea !: [14, 1226, 151, 1237]
- verse-line: Oh, the sad singing out of the sea !: [26, 914, 154, 925]
- verse-line: 'Child, I will be thy guide ;: [26, 496, 125, 507]
- paragraph: 'He disavows all his agents. Moreover Du Vernais is in a league with Pepe. I have learned his complicity in the matter by the deposition at M. Colbert's.': [655, 666, 809, 709]
- paragraph: 'Yes, madam, for the last eighteen days, and I am well aware to whom I owe the happiness I am now tasting.': [492, 960, 646, 993]
- paragraph: 'It was from you, was it not ?': [501, 1102, 610, 1113]
- paragraph: 'What is it ?': [664, 1622, 710, 1633]
- paragraph: 'Now leave me ; for M. de Launay must not have the slightest suspicion. You will be free to-morrow night. Your liberator will give you a horse, a safe conduct for the Low Countries, and advise you to set out ; but instead of taking the Flanders road, you will enter the forest of Chantilly, and reach a small villa situated at its northern extremity. Perhaps it may be midnight when you arrive, but no matter, my father and the door will be opened to you. The chevalier has duped you, but I will supply you with the means of regaining favour in the king's sight.': [655, 1254, 809, 1413]
- paragraph: 'Ah hat !' the latter said, running up to Louis—'at last, dear friend, I see you again !': [818, 373, 971, 405]
- misc-items: [818, 1824, 971, 2038]
- stanza: [4, 1068, 159, 1238]
- paragraph: The viscount uttered a cry, and staggered back to the door.: [818, 571, 971, 593]
- article-title: MARINE FAUNA OF LIGHT AND FAUNA OF DARKNESS.: [334, 26, 479, 47]
- verse-line: The childhood of immortal years: [26, 248, 147, 259]
- poem-body: [4, 555, 159, 1237]
- paragraph: 'Anne ! You insult Anne — my sweet Anne—my adored angel ! Proofs, sir, proofs—I demand proofs ! Oh, you will swear that this calumny is false ; you will give me satisfaction ! All your blood ! Prisoner ! Oh Heaven ! I am a prisoner !': [818, 1598, 971, 1662]
- column-rule: [325, 20, 326, 1452]
- stanza: [4, 296, 159, 381]
- verse-line: Whose hope, like the rose, its leaves has shed ?': [26, 1031, 135, 1052]
- paragraph: 'My honour !' the chevalier exclaimed, starting and springing from the seat ; but he fell back murmuring—: [818, 1406, 971, 1438]
- verse-line: And hopeful. What if sickness pale,: [26, 195, 158, 206]
- subhead: LIFE IN THE BASTILLE.: [519, 86, 619, 96]
- to-be-continued: (To be continued.): [861, 1800, 928, 1811]
- column-rule: [487, 20, 488, 1452]
- paragraph: 'Why was I arrested ?' he asked.: [501, 1900, 619, 1911]
- verse-line: They saw the sunset glow and fade ;: [14, 772, 148, 782]
- paragraph: 'My honour !—Do I know what you have done to it ?': [818, 1440, 971, 1462]
- paragraph: 'It is impossible !' he exclaimed.: [827, 1180, 946, 1191]
- verse-line: Even to the open tomb!': [14, 370, 102, 381]
- verse-line: True and tender, through weal and woe,: [14, 846, 140, 867]
- verse-line: Thy poor child will not fear.': [14, 438, 120, 449]
- paragraph: 'Do you remember a certain walnut ?': [501, 1064, 639, 1075]
- paragraph: Madame de Mailly stepped away after saying this, and left Louis standing in the centre of a group of young gentlemen, who eagerly complimented him upon the charming way in which he waltzed and the beauty of his partner. It was at this time, too, that M. de Launay joined him.: [655, 1415, 809, 1489]
- verse-line: Yet thus I made reply :: [26, 127, 110, 138]
- paragraph: 'Ah !' said Louis, with a start.: [501, 99, 609, 110]
- paragraph: The explanation was sufficient, and the marchioness was satisfied with it.: [492, 698, 646, 720]
- verse-line: And she thanked for the kiss he hallowed so !: [26, 867, 142, 888]
- paragraph: 'I never pretend to know a thing that I do not,' remarked Brown. ' When I don't know a thing, I say at once ' I don't know it.' ' A very proper course,' said Fogg ; ' but how monotonous your conversation must be, Brown.': [980, 653, 1110, 728]
- paragraph: 'But who tells,' the viscount continued, 'that you have any satisfaction to claim of me ?': [818, 1565, 971, 1597]
- verse-line: As he swore by the steadfast tides to be: [26, 824, 151, 846]
- article-source: —Dr. Nicholls.: [269, 1673, 321, 1684]
- paragraph: 'Are you sure of it ?': [664, 618, 739, 629]
- paragraph: 'The Marchioness de Pibe Gilbert and the Canoness de Mailly.': [492, 278, 646, 300]
- paragraph: And M. de Launay bowed to the page, and left him.: [655, 1875, 809, 1896]
- verse-line: He waits, dread shadow, till thou come ;: [14, 327, 157, 349]
- paragraph: How ? Louis asked, remembering M. de Launay's terrible words, ' people rarely leave the Bastille.': [492, 1424, 646, 1456]
- paragraph: 'Oh, heavens ! to murder him, and be regarded as a traitor ! And there is no one to tell the king that I would have shed the last drop of blood for him !': [655, 710, 809, 753]
- paragraph: Only love or revenge could perform such miracles.': [655, 22, 809, 43]
- verse-line: She watched it as it tacked and made the land,: [26, 608, 140, 629]
- paragraph: 'I told the king so.': [664, 755, 732, 766]
- verse-line: The two sat under the great rock's shade,: [14, 729, 139, 751]
- column-1: [4, 22, 159, 1877]
- verse-line: And even Earth's friends shall live again.': [26, 148, 153, 169]
- section-title-wit: Wit and Humour.: [1004, 24, 1085, 68]
- verse-line: Thou'lt be struck with mortal fears ;: [14, 259, 146, 270]
- paragraph: 'Back, sir !' he shouted ; you see that I am unarmed.': [818, 1541, 971, 1563]
- section-title-poetry: Selected Poetry.: [9, 24, 154, 46]
- verse-line: The girl sat under the cliff alone,: [14, 904, 135, 915]
- stanza: [4, 386, 159, 450]
- paragraph: 'I am not dead—but I do not know whether I am alive, for I have suffered so fearfully. Do not question me—never ask me. I shall die here. I wish to be dead to the world.': [818, 927, 971, 980]
- verse-line: Oh, the sweet singing out of the sea !: [26, 1089, 158, 1110]
- column-6: [818, 22, 971, 2038]
- paragraph: ADVICE AT PARTING.: [989, 913, 1080, 924]
- paragraph: 'No sir !' he said ; 'if you did not seduce my sister, you abandoned her. I cannot accept your services.': [818, 1349, 971, 1382]
- paragraph: The little hand trembled more and more in that of the page.: [492, 1378, 646, 1399]
- chapter-heading: CHAPTER XIII.: [534, 327, 603, 338]
- poem-note: [An unpublished poem by Alice Cary.]: [18, 62, 145, 72]
- paragraph: 'But we have no time to lose,' he added, mastering his feelings by a great effort ; 'let us begone, chevalier ; I possess the means to get you out of the Bastile ; let us not lose a moment.': [818, 1261, 971, 1314]
